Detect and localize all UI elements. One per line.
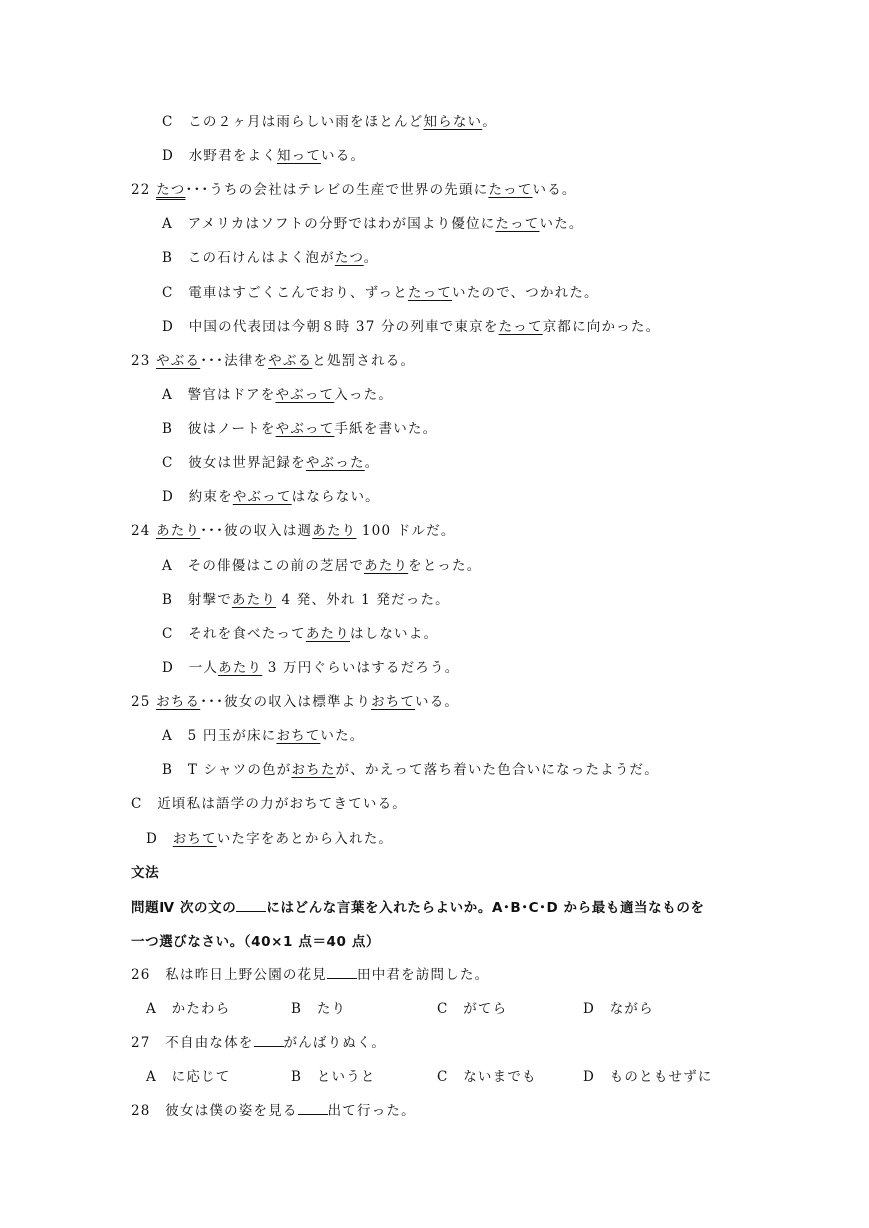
option-b: B たり bbox=[291, 1001, 347, 1017]
question-22: 22 たつ･･･うちの会社はテレビの生産で世界の先頭にたっている。 bbox=[131, 182, 577, 198]
option-d: D ながら bbox=[583, 1001, 654, 1017]
list-item: D 約束をやぶってはならない。 bbox=[162, 489, 380, 505]
question-23: 23 やぶる･･･法律をやぶると処罰される。 bbox=[131, 353, 416, 369]
option-d: D ものともせずに bbox=[583, 1069, 713, 1085]
list-item: B T シャツの色がおちたが、かえって落ち着いた色合いになったようだ。 bbox=[162, 762, 659, 778]
blank-marker bbox=[254, 1034, 284, 1047]
blank-marker bbox=[236, 899, 266, 912]
list-item: A アメリカはソフトの分野ではわが国より優位にたっていた。 bbox=[162, 216, 584, 232]
blank-marker bbox=[327, 966, 357, 979]
problem-instruction: 問題Ⅳ 次の文の にはどんな言葉を入れたらよいか。A･B･C･D から最も適当なものを bbox=[131, 900, 705, 916]
list-item: D 水野君をよく知っている。 bbox=[162, 148, 366, 164]
list-item: C 近頃私は語学の力がおちてきている。 bbox=[131, 796, 407, 812]
list-item: C それを食べたってあたりはしないよ。 bbox=[162, 626, 439, 642]
list-item: D おちていた字をあとから入れた。 bbox=[146, 831, 394, 847]
list-item: D 一人あたり 3 万円ぐらいはするだろう。 bbox=[162, 660, 460, 676]
list-item: B この石けんはよく泡がたつ。 bbox=[162, 250, 379, 266]
option-b: B というと bbox=[291, 1069, 376, 1085]
list-item: C 電車はすごくこんでおり、ずっとたっていたので、つかれた。 bbox=[162, 285, 599, 301]
option-c: C ないまでも bbox=[437, 1069, 537, 1085]
list-item: A 5 円玉が床におちていた。 bbox=[162, 728, 365, 744]
list-item: C 彼女は世界記録をやぶった。 bbox=[162, 455, 380, 471]
problem-instruction-cont: 一つ選びなさい。（40×1 点＝40 点） bbox=[131, 934, 381, 950]
option-a: A に応じて bbox=[146, 1069, 231, 1085]
list-item: C この２ヶ月は雨らしい雨をほとんど知らない。 bbox=[162, 114, 497, 130]
question-26: 26 私は昨日上野公園の花見 田中君を訪問した。 bbox=[131, 967, 490, 983]
list-item: B 射撃であたり 4 発、外れ 1 発だった。 bbox=[162, 592, 450, 608]
section-title: 文法 bbox=[131, 865, 160, 881]
list-item: A その俳優はこの前の芝居であたりをとった。 bbox=[162, 558, 482, 574]
question-25: 25 おちる･･･彼女の収入は標準よりおちている。 bbox=[131, 694, 460, 710]
list-item: B 彼はノートをやぶって手紙を書いた。 bbox=[162, 421, 438, 437]
question-27: 27 不自由な体を がんばりぬく。 bbox=[131, 1035, 387, 1051]
question-24: 24 あたり･･･彼の収入は週あたり 100 ドルだ。 bbox=[131, 523, 456, 539]
question-28: 28 彼女は僕の姿を見る 出て行った。 bbox=[131, 1103, 416, 1119]
blank-marker bbox=[298, 1102, 328, 1115]
list-item: D 中国の代表団は今朝８時 37 分の列車で東京をたって京都に向かった。 bbox=[162, 319, 661, 335]
option-c: C がてら bbox=[437, 1001, 508, 1017]
list-item: A 警官はドアをやぶって入った。 bbox=[162, 387, 394, 403]
option-a: A かたわら bbox=[146, 1001, 231, 1017]
